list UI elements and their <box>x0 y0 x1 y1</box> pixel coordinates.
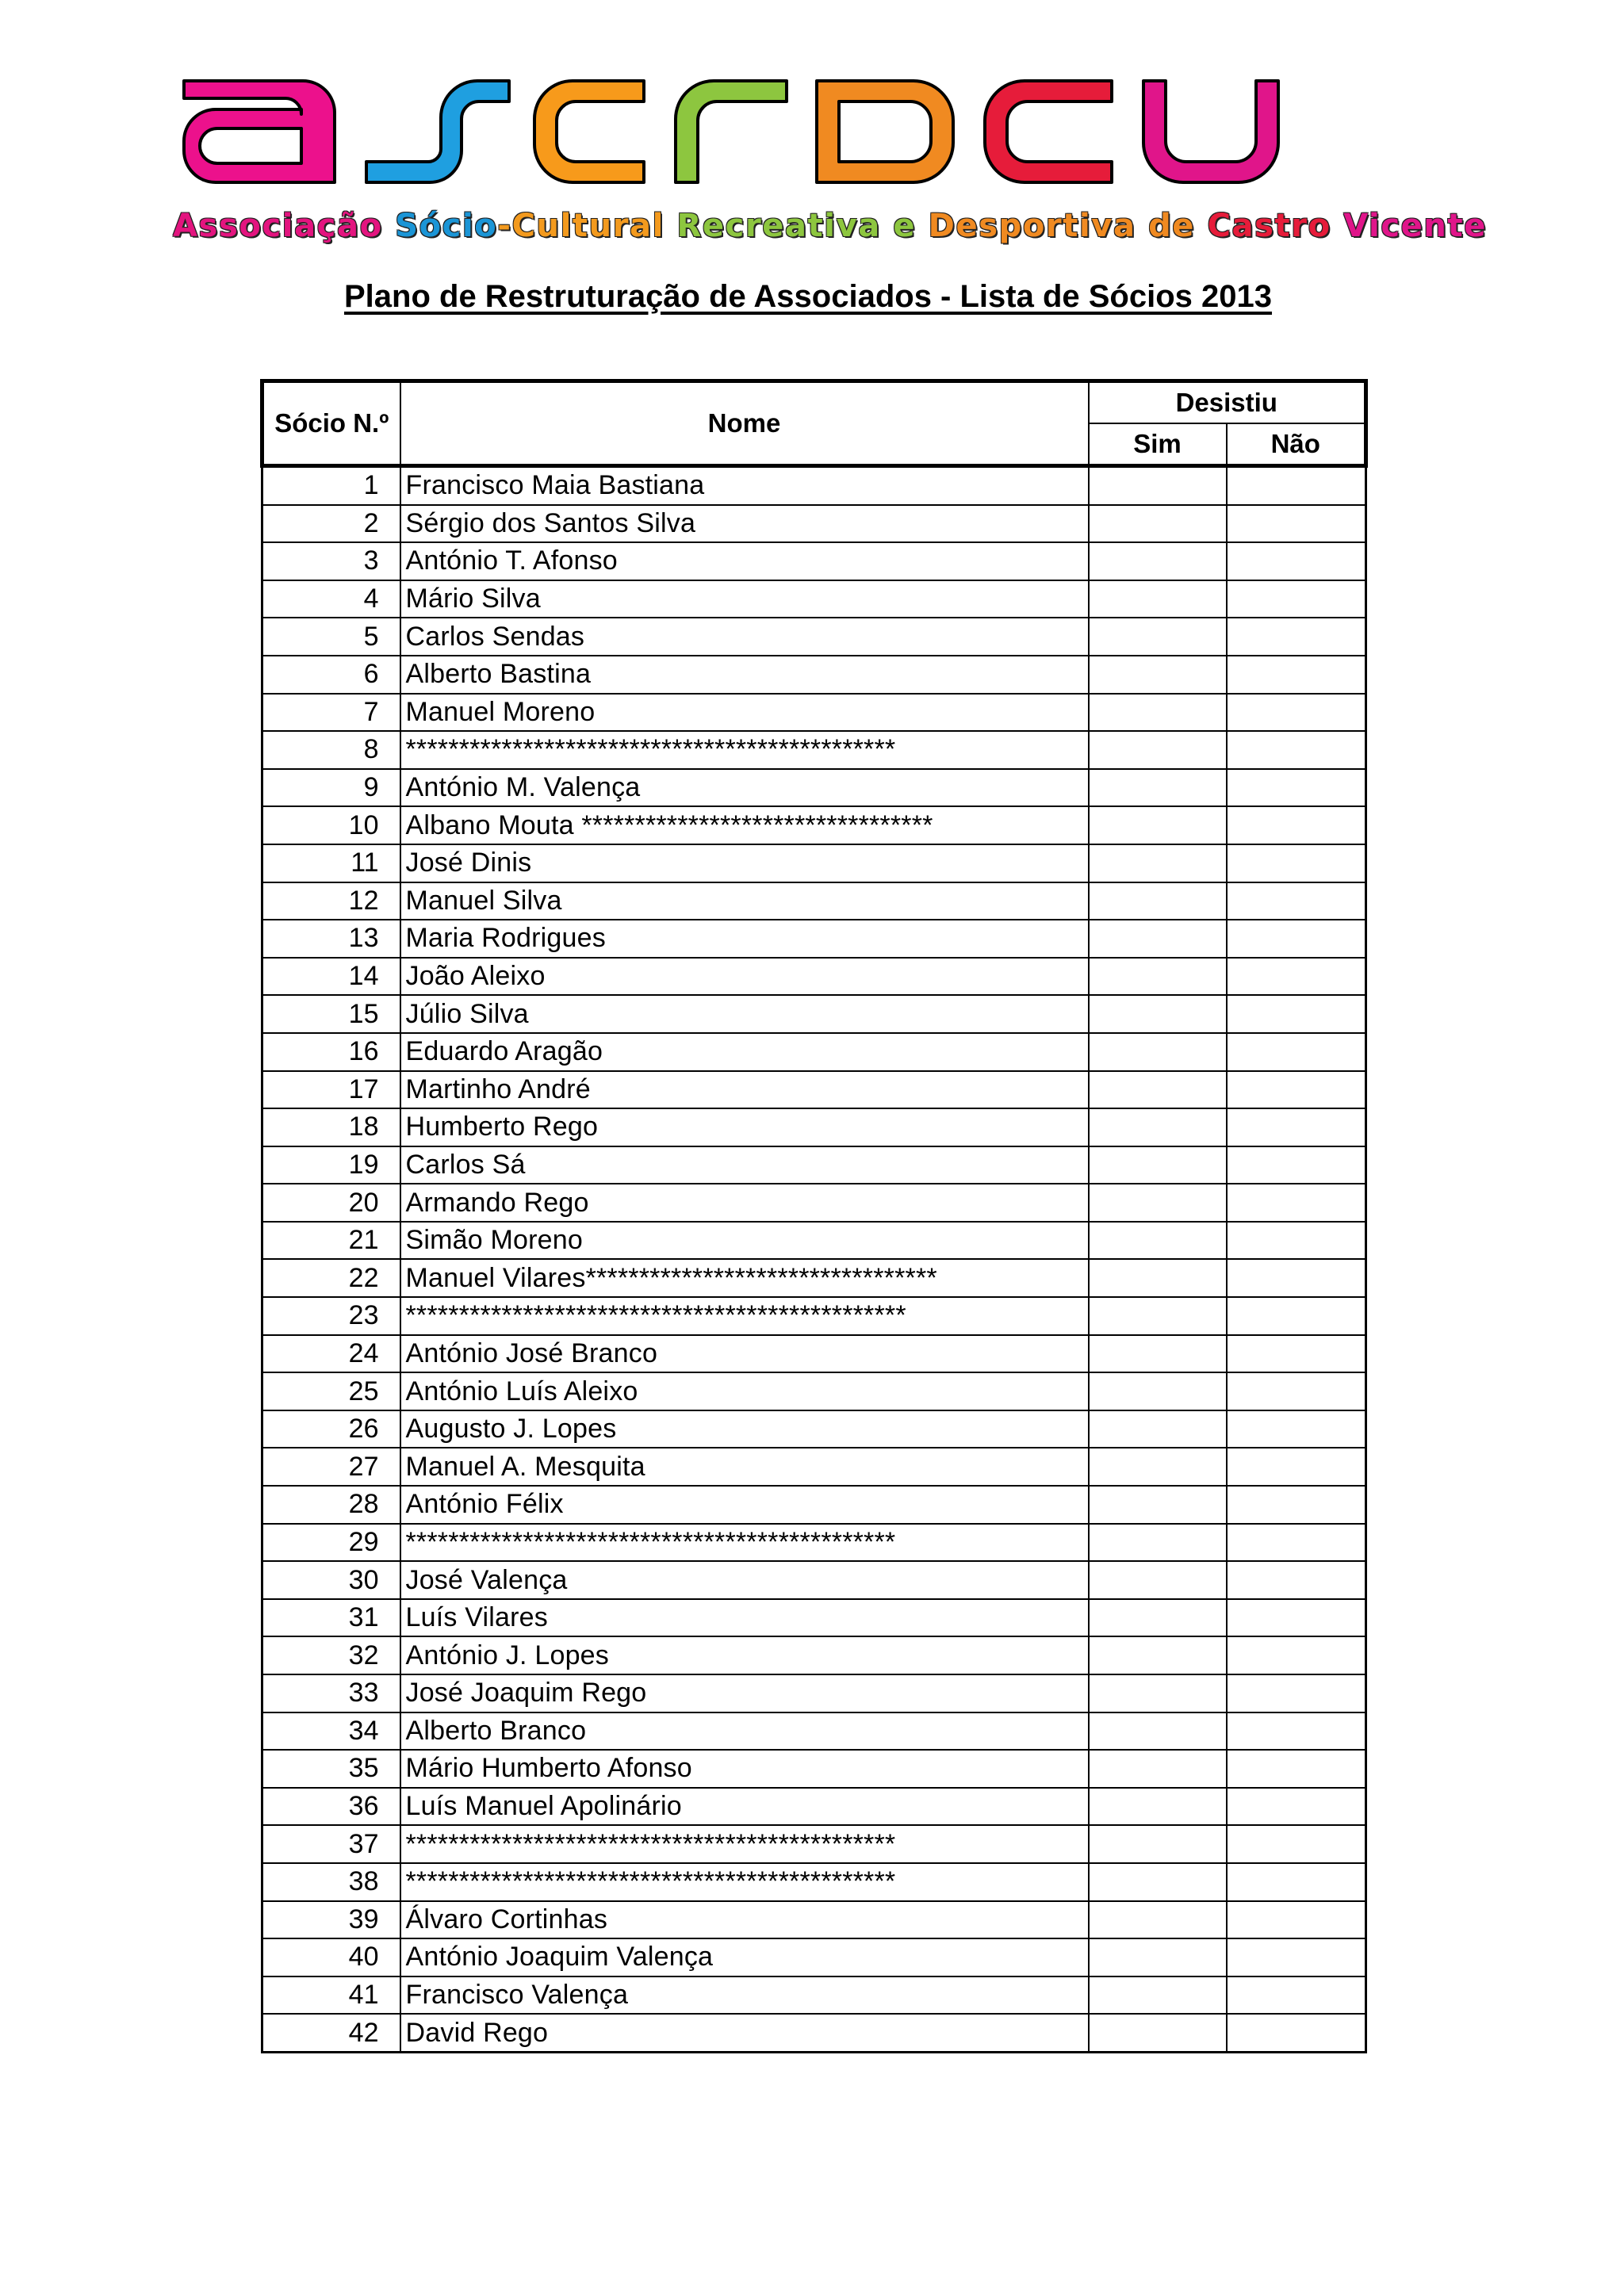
table-row <box>262 580 1366 618</box>
member-number: 14 <box>262 958 400 996</box>
table-row <box>262 505 1366 543</box>
checkbox-cell-nao[interactable] <box>1227 882 1366 920</box>
table-row <box>262 466 1366 505</box>
checkbox-cell-sim[interactable] <box>1089 1863 1227 1901</box>
checkbox-cell-sim[interactable] <box>1089 1976 1227 2015</box>
member-name: António José Branco <box>400 1335 1089 1373</box>
checkbox-cell-sim[interactable] <box>1089 1524 1227 1562</box>
checkbox-cell-nao[interactable] <box>1227 1146 1366 1184</box>
table-row <box>262 1033 1366 1071</box>
member-name: Manuel A. Mesquita <box>400 1448 1089 1486</box>
checkbox-cell-nao[interactable] <box>1227 618 1366 656</box>
checkbox-cell-nao[interactable] <box>1227 731 1366 769</box>
checkbox-cell-nao[interactable] <box>1227 1976 1366 2015</box>
checkbox-cell-sim[interactable] <box>1089 1146 1227 1184</box>
checkbox-cell-nao[interactable] <box>1227 656 1366 694</box>
subtitle-part: Desportiva de <box>928 208 1208 244</box>
checkbox-cell-sim[interactable] <box>1089 1712 1227 1751</box>
member-name: Augusto J. Lopes <box>400 1410 1089 1448</box>
table-row <box>262 1901 1366 1939</box>
member-name: Francisco Valença <box>400 1976 1089 2015</box>
member-name: José Valença <box>400 1561 1089 1599</box>
table-row <box>262 2014 1366 2052</box>
checkbox-cell-sim[interactable] <box>1089 1750 1227 1788</box>
member-number: 18 <box>262 1108 400 1146</box>
member-number: 26 <box>262 1410 400 1448</box>
header-nao: Não <box>1227 423 1366 466</box>
checkbox-cell-nao[interactable] <box>1227 806 1366 844</box>
checkbox-cell-sim[interactable] <box>1089 731 1227 769</box>
checkbox-cell-nao[interactable] <box>1227 2014 1366 2052</box>
member-name: Alberto Bastina <box>400 656 1089 694</box>
member-name: Eduardo Aragão <box>400 1033 1089 1071</box>
checkbox-cell-nao[interactable] <box>1227 1297 1366 1335</box>
table-row <box>262 1750 1366 1788</box>
checkbox-cell-nao[interactable] <box>1227 694 1366 732</box>
member-name: Francisco Maia Bastiana <box>400 466 1089 505</box>
table-row <box>262 656 1366 694</box>
table-row <box>262 1410 1366 1448</box>
table-row <box>262 618 1366 656</box>
member-name: Manuel Vilares********************************* <box>400 1259 1089 1297</box>
table-row <box>262 1146 1366 1184</box>
member-number: 2 <box>262 505 400 543</box>
member-name: Mário Humberto Afonso <box>400 1750 1089 1788</box>
subtitle-part: Recreativa e <box>676 208 929 244</box>
member-name: Maria Rodrigues <box>400 920 1089 958</box>
association-logo <box>168 65 1443 192</box>
table-row <box>262 1636 1366 1674</box>
member-name: António M. Valença <box>400 769 1089 807</box>
member-name: Armando Rego <box>400 1184 1089 1222</box>
member-number: 27 <box>262 1448 400 1486</box>
checkbox-cell-sim[interactable] <box>1089 1825 1227 1863</box>
members-table <box>260 379 1368 2053</box>
member-number: 41 <box>262 1976 400 2015</box>
member-name: Albano Mouta ********************************* <box>400 806 1089 844</box>
checkbox-cell-sim[interactable] <box>1089 995 1227 1033</box>
checkbox-cell-sim[interactable] <box>1089 1033 1227 1071</box>
checkbox-cell-nao[interactable] <box>1227 1486 1366 1524</box>
table-row <box>262 1297 1366 1335</box>
checkbox-cell-sim[interactable] <box>1089 1788 1227 1826</box>
member-number: 42 <box>262 2014 400 2052</box>
checkbox-cell-nao[interactable] <box>1227 1863 1366 1901</box>
checkbox-cell-sim[interactable] <box>1089 1259 1227 1297</box>
checkbox-cell-sim[interactable] <box>1089 1599 1227 1637</box>
page-title: Plano de Restruturação de Associados - Lista de Sócios 2013 <box>343 279 1273 314</box>
checkbox-cell-sim[interactable] <box>1089 2014 1227 2052</box>
table-row <box>262 1222 1366 1260</box>
checkbox-cell-sim[interactable] <box>1089 466 1227 505</box>
page-title-wrapper <box>0 279 1624 315</box>
member-number: 9 <box>262 769 400 807</box>
member-name: ********************************************** <box>400 1524 1089 1562</box>
checkbox-cell-sim[interactable] <box>1089 1335 1227 1373</box>
member-number: 34 <box>262 1712 400 1751</box>
member-name: ********************************************** <box>400 1863 1089 1901</box>
checkbox-cell-nao[interactable] <box>1227 580 1366 618</box>
member-number: 39 <box>262 1901 400 1939</box>
member-number: 40 <box>262 1938 400 1976</box>
checkbox-cell-nao[interactable] <box>1227 1750 1366 1788</box>
checkbox-cell-sim[interactable] <box>1089 694 1227 732</box>
table-row <box>262 1712 1366 1751</box>
checkbox-cell-nao[interactable] <box>1227 505 1366 543</box>
checkbox-cell-sim[interactable] <box>1089 806 1227 844</box>
checkbox-cell-sim[interactable] <box>1089 505 1227 543</box>
checkbox-cell-sim[interactable] <box>1089 769 1227 807</box>
checkbox-cell-nao[interactable] <box>1227 1712 1366 1751</box>
table-row <box>262 1599 1366 1637</box>
checkbox-cell-sim[interactable] <box>1089 1108 1227 1146</box>
logo-letter-r <box>676 81 787 182</box>
member-name: Álvaro Cortinhas <box>400 1901 1089 1939</box>
logo-letter-v <box>1143 81 1278 182</box>
member-number: 10 <box>262 806 400 844</box>
logo-letter-a <box>184 81 335 182</box>
member-name: *********************************************** <box>400 1297 1089 1335</box>
table-row <box>262 1524 1366 1562</box>
table-row <box>262 844 1366 882</box>
checkbox-cell-sim[interactable] <box>1089 1486 1227 1524</box>
member-number: 12 <box>262 882 400 920</box>
checkbox-cell-sim[interactable] <box>1089 1901 1227 1939</box>
checkbox-cell-nao[interactable] <box>1227 542 1366 580</box>
checkbox-cell-sim[interactable] <box>1089 542 1227 580</box>
table-row <box>262 1486 1366 1524</box>
table-row <box>262 1938 1366 1976</box>
member-name: Carlos Sá <box>400 1146 1089 1184</box>
member-name: João Aleixo <box>400 958 1089 996</box>
table-row <box>262 769 1366 807</box>
member-number: 15 <box>262 995 400 1033</box>
member-name: José Joaquim Rego <box>400 1674 1089 1712</box>
checkbox-cell-nao[interactable] <box>1227 958 1366 996</box>
checkbox-cell-nao[interactable] <box>1227 466 1366 505</box>
logo-letter-c2 <box>985 81 1112 182</box>
member-name: Alberto Branco <box>400 1712 1089 1751</box>
member-name: Luís Manuel Apolinário <box>400 1788 1089 1826</box>
member-name: Luís Vilares <box>400 1599 1089 1637</box>
checkbox-cell-nao[interactable] <box>1227 1825 1366 1863</box>
checkbox-cell-nao[interactable] <box>1227 1259 1366 1297</box>
member-number: 1 <box>262 466 400 505</box>
checkbox-cell-nao[interactable] <box>1227 1938 1366 1976</box>
table-row <box>262 1259 1366 1297</box>
member-number: 16 <box>262 1033 400 1071</box>
member-number: 22 <box>262 1259 400 1297</box>
checkbox-cell-nao[interactable] <box>1227 1561 1366 1599</box>
table-row <box>262 1335 1366 1373</box>
member-number: 5 <box>262 618 400 656</box>
member-number: 13 <box>262 920 400 958</box>
header-nome: Nome <box>400 381 1089 466</box>
member-name: Sérgio dos Santos Silva <box>400 505 1089 543</box>
table-row <box>262 1108 1366 1146</box>
table-row <box>262 1561 1366 1599</box>
logo-letter-c <box>534 81 644 182</box>
checkbox-cell-sim[interactable] <box>1089 1222 1227 1260</box>
checkbox-cell-sim[interactable] <box>1089 580 1227 618</box>
checkbox-cell-nao[interactable] <box>1227 1599 1366 1637</box>
header-socio-numero: Sócio N.º <box>262 381 400 466</box>
checkbox-cell-nao[interactable] <box>1227 1448 1366 1486</box>
logo-wordmark <box>168 65 1443 192</box>
checkbox-cell-nao[interactable] <box>1227 1335 1366 1373</box>
member-number: 35 <box>262 1750 400 1788</box>
checkbox-cell-nao[interactable] <box>1227 1222 1366 1260</box>
member-number: 24 <box>262 1335 400 1373</box>
subtitle-part: Associação <box>173 208 396 244</box>
member-number: 7 <box>262 694 400 732</box>
checkbox-cell-sim[interactable] <box>1089 1410 1227 1448</box>
member-name: ********************************************** <box>400 1825 1089 1863</box>
table-row <box>262 694 1366 732</box>
table-row <box>262 1071 1366 1109</box>
member-number: 8 <box>262 731 400 769</box>
member-number: 6 <box>262 656 400 694</box>
subtitle-part: Sócio <box>395 208 498 244</box>
member-name: Júlio Silva <box>400 995 1089 1033</box>
table-row <box>262 1184 1366 1222</box>
checkbox-cell-nao[interactable] <box>1227 1410 1366 1448</box>
member-number: 36 <box>262 1788 400 1826</box>
checkbox-cell-nao[interactable] <box>1227 1674 1366 1712</box>
member-number: 38 <box>262 1863 400 1901</box>
subtitle-part: Vicente <box>1343 208 1487 244</box>
member-name: José Dinis <box>400 844 1089 882</box>
checkbox-cell-nao[interactable] <box>1227 1033 1366 1071</box>
member-name: Carlos Sendas <box>400 618 1089 656</box>
checkbox-cell-sim[interactable] <box>1089 1071 1227 1109</box>
checkbox-cell-sim[interactable] <box>1089 958 1227 996</box>
checkbox-cell-nao[interactable] <box>1227 844 1366 882</box>
member-number: 28 <box>262 1486 400 1524</box>
member-number: 23 <box>262 1297 400 1335</box>
table-row <box>262 1825 1366 1863</box>
table-row <box>262 731 1366 769</box>
member-name: Humberto Rego <box>400 1108 1089 1146</box>
logo-letter-s <box>366 81 509 182</box>
subtitle-part: Castro <box>1207 208 1344 244</box>
member-number: 21 <box>262 1222 400 1260</box>
member-name: Martinho André <box>400 1071 1089 1109</box>
member-number: 33 <box>262 1674 400 1712</box>
checkbox-cell-nao[interactable] <box>1227 769 1366 807</box>
checkbox-cell-sim[interactable] <box>1089 656 1227 694</box>
checkbox-cell-nao[interactable] <box>1227 1108 1366 1146</box>
table-row <box>262 542 1366 580</box>
checkbox-cell-nao[interactable] <box>1227 920 1366 958</box>
checkbox-cell-sim[interactable] <box>1089 1448 1227 1486</box>
checkbox-cell-sim[interactable] <box>1089 1561 1227 1599</box>
association-full-name <box>173 208 1487 244</box>
member-name: António T. Afonso <box>400 542 1089 580</box>
table-row <box>262 920 1366 958</box>
member-name: Manuel Silva <box>400 882 1089 920</box>
checkbox-cell-nao[interactable] <box>1227 1901 1366 1939</box>
logo-letter-d <box>817 81 953 182</box>
table-row <box>262 958 1366 996</box>
member-number: 29 <box>262 1524 400 1562</box>
member-name: Simão Moreno <box>400 1222 1089 1260</box>
header-desistiu: Desistiu <box>1089 381 1366 424</box>
header-sim: Sim <box>1089 423 1227 466</box>
checkbox-cell-nao[interactable] <box>1227 1636 1366 1674</box>
member-name: Mário Silva <box>400 580 1089 618</box>
table-row <box>262 1674 1366 1712</box>
member-name: David Rego <box>400 2014 1089 2052</box>
checkbox-cell-nao[interactable] <box>1227 1071 1366 1109</box>
member-name: António J. Lopes <box>400 1636 1089 1674</box>
member-name: ********************************************** <box>400 731 1089 769</box>
checkbox-cell-nao[interactable] <box>1227 995 1366 1033</box>
member-number: 3 <box>262 542 400 580</box>
member-name: António Luís Aleixo <box>400 1372 1089 1410</box>
table-row <box>262 1863 1366 1901</box>
checkbox-cell-nao[interactable] <box>1227 1788 1366 1826</box>
checkbox-cell-nao[interactable] <box>1227 1372 1366 1410</box>
member-number: 17 <box>262 1071 400 1109</box>
member-name: António Félix <box>400 1486 1089 1524</box>
checkbox-cell-sim[interactable] <box>1089 920 1227 958</box>
member-number: 37 <box>262 1825 400 1863</box>
table-row <box>262 1448 1366 1486</box>
member-number: 4 <box>262 580 400 618</box>
table-row <box>262 806 1366 844</box>
member-name: Manuel Moreno <box>400 694 1089 732</box>
checkbox-cell-sim[interactable] <box>1089 1938 1227 1976</box>
member-number: 20 <box>262 1184 400 1222</box>
checkbox-cell-sim[interactable] <box>1089 1297 1227 1335</box>
checkbox-cell-nao[interactable] <box>1227 1184 1366 1222</box>
checkbox-cell-sim[interactable] <box>1089 844 1227 882</box>
checkbox-cell-sim[interactable] <box>1089 1372 1227 1410</box>
table-row <box>262 995 1366 1033</box>
table-row <box>262 1976 1366 2015</box>
checkbox-cell-sim[interactable] <box>1089 1636 1227 1674</box>
checkbox-cell-nao[interactable] <box>1227 1524 1366 1562</box>
member-number: 32 <box>262 1636 400 1674</box>
member-number: 11 <box>262 844 400 882</box>
checkbox-cell-sim[interactable] <box>1089 882 1227 920</box>
member-name: António Joaquim Valença <box>400 1938 1089 1976</box>
table-row <box>262 882 1366 920</box>
checkbox-cell-sim[interactable] <box>1089 1184 1227 1222</box>
table-row <box>262 1788 1366 1826</box>
member-number: 25 <box>262 1372 400 1410</box>
member-number: 31 <box>262 1599 400 1637</box>
checkbox-cell-sim[interactable] <box>1089 618 1227 656</box>
subtitle-part: -Cultural <box>497 208 677 244</box>
table-row <box>262 1372 1366 1410</box>
member-number: 30 <box>262 1561 400 1599</box>
checkbox-cell-sim[interactable] <box>1089 1674 1227 1712</box>
member-number: 19 <box>262 1146 400 1184</box>
